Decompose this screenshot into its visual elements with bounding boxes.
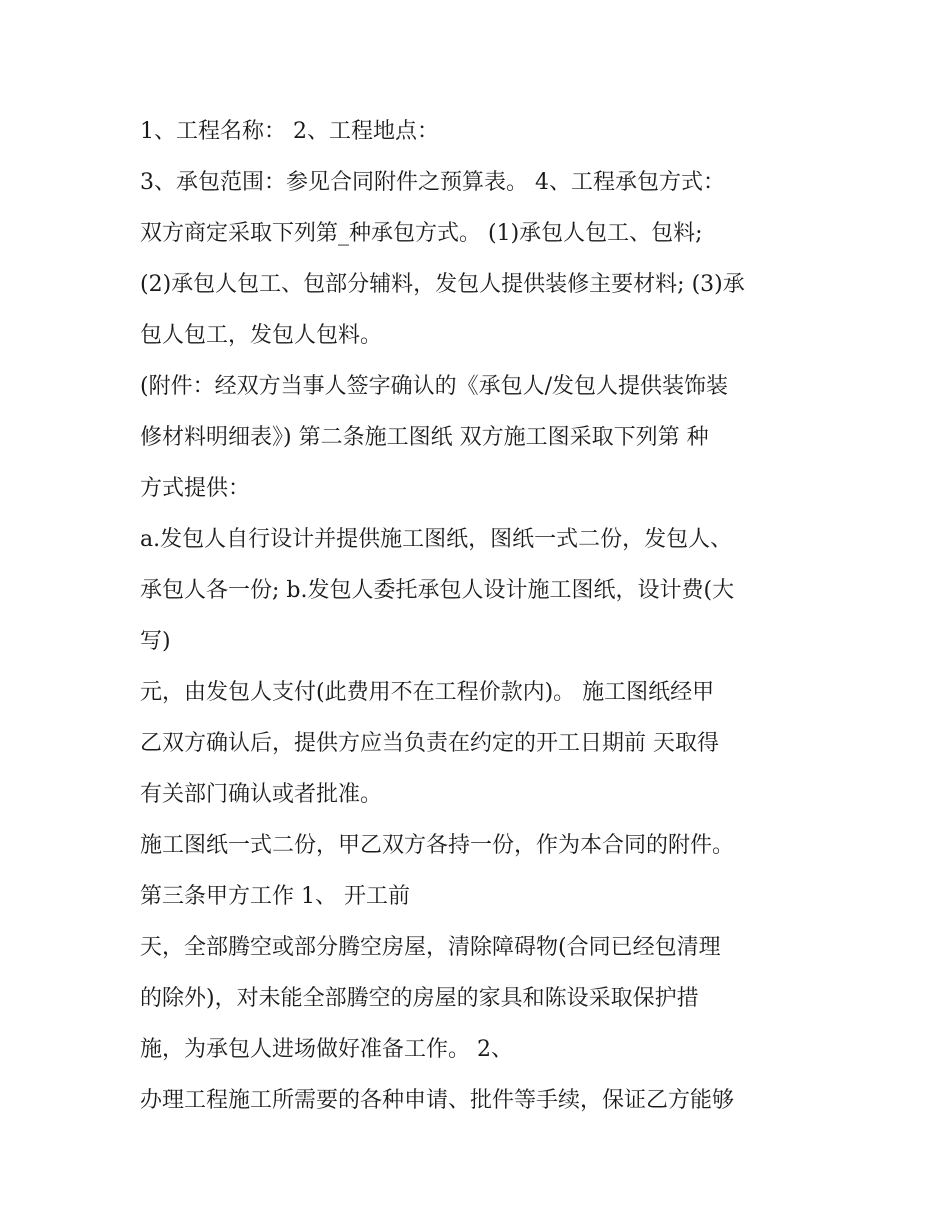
text-line: 施工图纸一式二份，甲乙双方各持一份，作为本合同的附件。 (140, 833, 735, 858)
text-line: 承包人各一份; b.发包人委托承包人设计施工图纸，设计费(大 (140, 578, 735, 603)
text-line: 有关部门确认或者批准。 (140, 782, 383, 807)
text-line: a.发包人自行设计并提供施工图纸，图纸一式二份，发包人、 (140, 527, 733, 552)
text-line: 第三条甲方工作 1、 开工前 (140, 884, 410, 909)
text-line: 3、承包范围：参见合同附件之预算表。 4、工程承包方式： (140, 170, 725, 195)
text-line: 写) (140, 629, 171, 654)
text-line: 天，全部腾空或部分腾空房屋，清除障碍物(合同已经包清理 (140, 935, 721, 960)
text-line: 的除外)，对未能全部腾空的房屋的家具和陈设采取保护措 (140, 986, 699, 1011)
text-line: 乙双方确认后，提供方应当负责在约定的开工日期前 天取得 (140, 731, 719, 756)
text-line: 双方商定采取下列第_种承包方式。 (1)承包人包工、包料; (140, 221, 703, 246)
contract-text (140, 106, 830, 1126)
text-line: 方式提供： (140, 476, 251, 501)
text-line: 包人包工，发包人包料。 (140, 323, 383, 348)
text-line: (2)承包人包工、包部分辅料，发包人提供装修主要材料; (3)承 (140, 272, 745, 297)
text-line: 施，为承包人进场做好准备工作。 2、 (140, 1037, 513, 1062)
text-line: (附件：经双方当事人签字确认的《承包人/发包人提供装饰装 (140, 374, 728, 399)
text-line: 1、工程名称： 2、工程地点： (140, 119, 439, 144)
text-line: 修材料明细表》) 第二条施工图纸 双方施工图采取下列第 种 (140, 425, 709, 450)
text-line: 元，由发包人支付(此费用不在工程价款内)。 施工图纸经甲 (140, 680, 715, 705)
text-line: 办理工程施工所需要的各种申请、批件等手续，保证乙方能够 (140, 1088, 735, 1113)
